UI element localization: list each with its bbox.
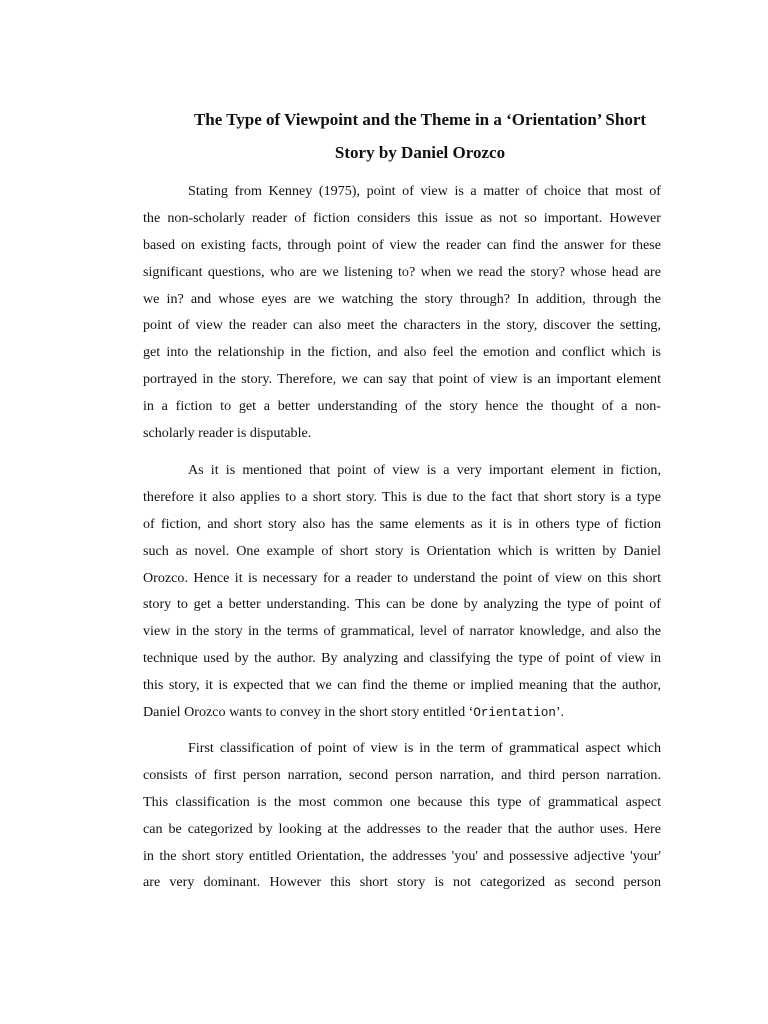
paragraph-line: Orozco. Hence it is necessary for a reader to understand the point of view on this short — [143, 569, 661, 586]
paragraph-line-text: Daniel Orozco wants to convey in the short story entitled ‘ — [143, 704, 474, 721]
paragraph-line: This classification is the most common one because this type of grammatical aspect — [143, 793, 661, 810]
document-title-line-1: The Type of Viewpoint and the Theme in a ‘Orientation’ Short — [193, 110, 647, 129]
paragraph-line: of fiction, and short story also has the same elements as it is in others type of fiction — [143, 515, 661, 532]
paragraph-line: we in? and whose eyes are we watching the story through? In addition, through the — [143, 290, 661, 307]
paragraph-line: First classification of point of view is in the term of grammatical aspect which — [188, 740, 661, 756]
paragraph-3 — [143, 735, 661, 896]
paragraph-line: such as novel. One example of short story is Orientation which is written by Daniel — [143, 542, 661, 559]
paragraph-line: this story, it is expected that we can find the theme or implied meaning that the author, — [143, 677, 661, 694]
paragraph-line: in a fiction to get a better understanding of the story hence the thought of a non- — [143, 398, 661, 415]
paragraph-line: As it is mentioned that point of view is a very important element in fiction, — [188, 462, 661, 478]
paragraph-line: story to get a better understanding. This can be done by analyzing the type of point of — [143, 596, 661, 613]
paragraph-line: view in the story in the terms of grammatical, level of narrator knowledge, and also the — [143, 623, 661, 640]
paragraph-line: Stating from Kenney (1975), point of view is a matter of choice that most of — [188, 183, 661, 199]
paragraph-line-text: ’. — [555, 704, 565, 721]
paragraph-1 — [143, 178, 661, 447]
paragraph-line: in the short story entitled Orientation, the addresses 'you' and possessive adjective 'your' — [143, 847, 661, 864]
paragraph-line: portrayed in the story. Therefore, we can say that point of view is an important element — [143, 371, 661, 388]
paragraph-2 — [143, 457, 661, 726]
document-title-line-2: Story by Daniel Orozco — [334, 143, 506, 162]
paragraph-line: are very dominant. However this short story is not categorized as second person — [143, 874, 661, 891]
paragraph-line: can be categorized by looking at the addresses to the reader that the author uses. Here — [143, 820, 661, 837]
paragraph-line: therefore it also applies to a short story. This is due to the fact that short story is a type — [143, 488, 661, 505]
paragraph-line: get into the relationship in the fiction, and also feel the emotion and conflict which is — [143, 344, 661, 361]
paragraph-last-line — [143, 699, 661, 726]
story-title-reference: Orientation — [473, 706, 556, 721]
paragraph-line: based on existing facts, through point of view the reader can find the answer for these — [143, 236, 661, 253]
paragraph-line: consists of first person narration, second person narration, and third person narration. — [143, 766, 661, 783]
paragraph-line: technique used by the author. By analyzing and classifying the type of point of view in — [143, 650, 661, 667]
paragraph-line: point of view the reader can also meet the characters in the story, discover the setting, — [143, 317, 661, 334]
paragraph-line: the non-scholarly reader of fiction considers this issue as not so important. However — [143, 209, 661, 226]
paragraph-line: scholarly reader is disputable. — [143, 425, 312, 442]
paragraph-line: significant questions, who are we listening to? when we read the story? whose head are — [143, 263, 661, 280]
